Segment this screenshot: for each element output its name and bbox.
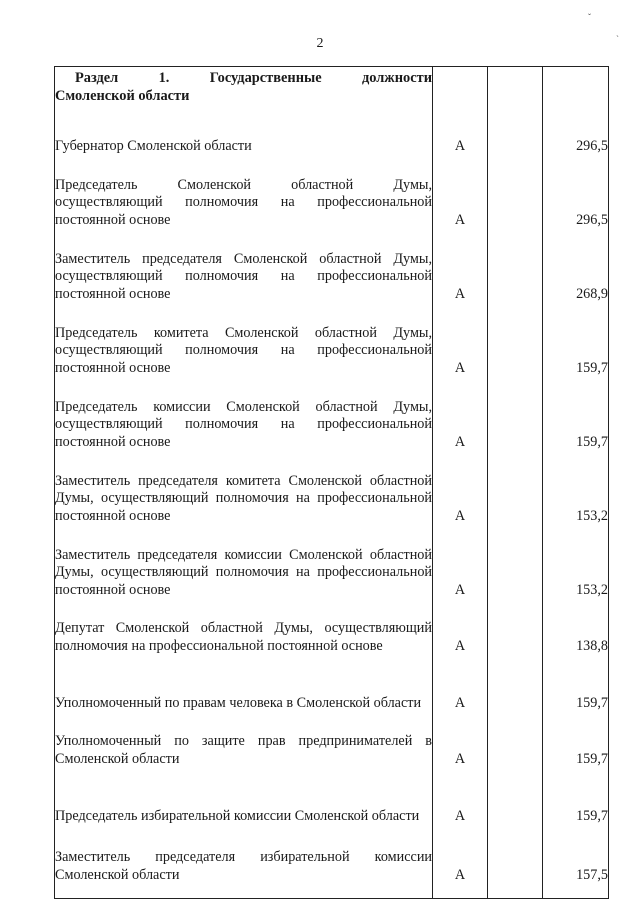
value-cell: 296,5 [543,110,609,159]
table-row [55,159,609,233]
empty-cell [488,307,543,381]
position-name [55,659,433,716]
value-cell: 159,7 [543,772,609,829]
position-name [55,772,433,829]
table-row [55,233,609,307]
category-cell: А [433,381,488,455]
section-heading-word: Государственные [209,70,322,86]
position-name [55,307,433,381]
table-row [55,110,609,159]
empty-cell [488,772,543,829]
empty-cell [488,659,543,716]
empty-cell [488,381,543,455]
category-cell: А [433,659,488,716]
empty-cell [488,829,543,899]
section-heading-word: 1. [158,70,170,86]
category-cell: А [433,603,488,659]
table-row [55,381,609,455]
value-cell [543,67,609,111]
empty-cell [488,603,543,659]
scan-speck: ˇ [588,12,591,22]
position-name-text: Уполномоченный по правам человека в Смоленской области [55,694,422,711]
position-name [55,603,433,659]
section-heading-word: должности [361,70,432,86]
position-name-text: Председатель избирательной комиссии Смоленской области [55,807,420,824]
position-name-text: Председатель комитета Смоленской областной Думы, осуществляющий полномочия на профессиональной постоянной основе [55,324,432,376]
empty-cell [488,233,543,307]
category-cell: А [433,529,488,603]
table-row [55,716,609,772]
table-row [55,603,609,659]
empty-cell [488,67,543,111]
table-row [55,455,609,529]
value-cell: 159,7 [543,659,609,716]
category-cell: А [433,307,488,381]
table-row [55,772,609,829]
positions-table [54,66,609,899]
category-cell: А [433,455,488,529]
category-cell: А [433,110,488,159]
position-name-text: Председатель Смоленской областной Думы, осуществляющий полномочия на профессиональной постоянной основе [55,176,432,228]
section-heading-line2: Смоленской области [55,87,190,104]
position-name [55,455,433,529]
scan-speck: ˋ [616,34,619,44]
position-name-text: Председатель комиссии Смоленской областной Думы, осуществляющий полномочия на профессиональной постоянной основе [55,398,432,450]
empty-cell [488,716,543,772]
section-heading [55,67,433,111]
position-name-text: Депутат Смоленской областной Думы, осуществляющий полномочия на профессиональной постоянной основе [55,620,432,654]
value-cell: 268,9 [543,233,609,307]
position-name [55,716,433,772]
category-cell: А [433,829,488,899]
position-name [55,829,433,899]
position-name-text: Уполномоченный по защите прав предпринимателей в Смоленской области [55,733,432,767]
position-name [55,110,433,159]
value-cell: 159,7 [543,307,609,381]
position-name [55,233,433,307]
position-name [55,159,433,233]
table-row [55,659,609,716]
position-name-text: Заместитель председателя Смоленской областной Думы, осуществляющий полномочия на профессиональной постоянной основе [55,250,432,302]
empty-cell [488,455,543,529]
empty-cell [488,159,543,233]
category-cell: А [433,772,488,829]
value-cell: 159,7 [543,381,609,455]
position-name [55,381,433,455]
position-name-text: Заместитель председателя комиссии Смоленской областной Думы, осуществляющий полномочия на профессиональной постоянной основе [55,546,432,598]
value-cell: 153,2 [543,455,609,529]
category-cell [433,67,488,111]
table-row [55,307,609,381]
value-cell: 153,2 [543,529,609,603]
category-cell: А [433,233,488,307]
value-cell: 138,8 [543,603,609,659]
value-cell: 296,5 [543,159,609,233]
value-cell: 157,5 [543,829,609,899]
category-cell: А [433,159,488,233]
section-heading-word: Раздел [75,70,119,86]
category-cell: А [433,716,488,772]
page-number: 2 [316,36,324,51]
position-name-text: Заместитель председателя комитета Смоленской областной Думы, осуществляющий полномочия на профессиональной постоянной основе [55,472,432,524]
section-header-row [55,67,609,111]
empty-cell [488,529,543,603]
value-cell: 159,7 [543,716,609,772]
position-name-text: Заместитель председателя избирательной комиссии Смоленской области [55,849,432,883]
position-name-text: Губернатор Смоленской области [55,137,252,154]
table-row [55,529,609,603]
table-row [55,829,609,899]
empty-cell [488,110,543,159]
position-name [55,529,433,603]
